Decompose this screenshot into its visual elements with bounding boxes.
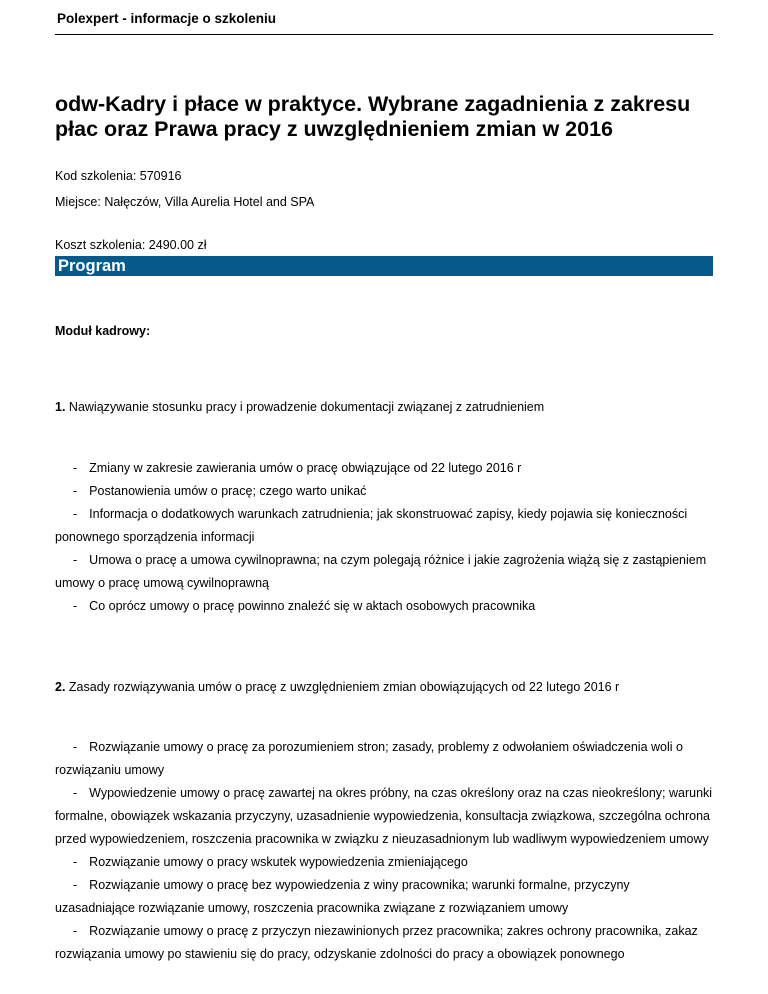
- list-item: - Rozwiązanie umowy o pracy wskutek wypowiedzenia zmieniającego: [73, 855, 468, 869]
- list-item: - Informacja o dodatkowych warunkach zatrudnienia; jak skonstruować zapisy, kiedy pojawia się konieczności ponownego sporządzenia informacji: [55, 507, 688, 544]
- list-item-text: Co oprócz umowy o pracę powinno znaleźć się w aktach osobowych pracownika: [89, 599, 536, 613]
- section-title: [55, 679, 713, 695]
- course-place: Miejsce: Nałęczów, Villa Aurelia Hotel and SPA: [55, 195, 315, 209]
- section-list: [55, 736, 713, 966]
- section-number: 2.: [55, 680, 66, 694]
- course-code: Kod szkolenia: 570916: [55, 169, 182, 183]
- list-item: - Rozwiązanie umowy o pracę bez wypowiedzenia z winy pracownika; warunki formalne, przyczyny uzasadniające rozwiązanie umowy, roszczenia pracownika związane z rozwiązaniem umowy: [55, 878, 630, 915]
- document-page: [55, 0, 713, 966]
- program-heading-label: Program: [58, 257, 126, 275]
- list-item-text: Wypowiedzenie umowy o pracę zawartej na okres próbny, na czas określony oraz na czas nieokreślony; warunki formalne, obowiązek wskazania przyczyny, uzasadnienie wypowiedzenia, konsultacja związkowa, szczególna ochrona przed wypowiedzeniem, roszczenia pracownika w związku z nieuzasadnionym lub wadliwym wypowiedzeniem umowy: [55, 786, 713, 846]
- module-title: Moduł kadrowy:: [55, 324, 151, 338]
- list-item: - Umowa o pracę a umowa cywilnoprawna; na czym polegają różnice i jakie zagrożenia wiążą się z zastąpieniem umowy o pracę umową cywilnoprawną: [55, 553, 707, 590]
- course-cost: Koszt szkolenia: 2490.00 zł: [55, 238, 207, 252]
- header-title: Polexpert - informacje o szkoleniu: [57, 11, 277, 26]
- list-item: - Zmiany w zakresie zawierania umów o pracę obwiązujące od 22 lutego 2016 r: [73, 461, 522, 475]
- list-item: - Wypowiedzenie umowy o pracę zawartej na okres próbny, na czas określony oraz na czas nieokreślony; warunki formalne, obowiązek wskazania przyczyny, uzasadnienie wypowiedzenia, konsultacja związkowa, szczególna ochrona przed wypowiedzeniem, roszczenia pracownika w związku z nieuzasadnionym lub wadliwym wypowiedzeniem umowy: [55, 786, 713, 846]
- course-title: odw-Kadry i płace w praktyce. Wybrane zagadnienia z zakresu płac oraz Prawa pracy z uwzględnieniem zmian w 2016: [55, 92, 691, 141]
- list-item-text: Rozwiązanie umowy o pracę bez wypowiedzenia z winy pracownika; warunki formalne, przyczyny uzasadniające rozwiązanie umowy, roszczenia pracownika związane z rozwiązaniem umowy: [55, 878, 630, 915]
- list-item-text: Rozwiązanie umowy o pracę za porozumieniem stron; zasady, problemy z odwołaniem oświadczenia woli o rozwiązaniu umowy: [55, 740, 683, 777]
- list-item: - Postanowienia umów o pracę; czego warto unikać: [73, 484, 367, 498]
- list-item-text: Informacja o dodatkowych warunkach zatrudnienia; jak skonstruować zapisy, kiedy pojawia się konieczności ponownego sporządzenia informacji: [55, 507, 688, 544]
- section-list: [55, 457, 713, 618]
- section-title-text: Nawiązywanie stosunku pracy i prowadzenie dokumentacji związanej z zatrudnieniem: [68, 400, 545, 414]
- section-number: 1.: [55, 400, 66, 414]
- program-heading: [55, 256, 713, 276]
- section-title: [55, 399, 713, 415]
- list-item-text: Rozwiązanie umowy o pracy wskutek wypowiedzenia zmieniającego: [89, 855, 468, 869]
- document-header: [55, 9, 713, 35]
- list-item-text: Umowa o pracę a umowa cywilnoprawna; na czym polegają różnice i jakie zagrożenia wiążą się z zastąpieniem umowy o pracę umową cywilnoprawną: [55, 553, 707, 590]
- list-item: - Rozwiązanie umowy o pracę z przyczyn niezawinionych przez pracownika; zakres ochrony pracownika, zakaz rozwiązania umowy po stawieniu się do pracy, odzyskanie zdolności do pracy a obowiązek ponownego: [55, 924, 698, 961]
- list-item-text: Zmiany w zakresie zawierania umów o pracę obwiązujące od 22 lutego 2016 r: [89, 461, 522, 475]
- section-title-text: Zasady rozwiązywania umów o pracę z uwzględnieniem zmian obowiązujących od 22 lutego 2016 r: [68, 680, 620, 694]
- list-item: - Rozwiązanie umowy o pracę za porozumieniem stron; zasady, problemy z odwołaniem oświadczenia woli o rozwiązaniu umowy: [55, 740, 683, 777]
- list-item-text: Postanowienia umów o pracę; czego warto unikać: [89, 484, 367, 498]
- list-item-text: Rozwiązanie umowy o pracę z przyczyn niezawinionych przez pracownika; zakres ochrony pracownika, zakaz rozwiązania umowy po stawieniu się do pracy, odzyskanie zdolności do pracy a obowiązek ponownego: [55, 924, 698, 961]
- list-item: - Co oprócz umowy o pracę powinno znaleźć się w aktach osobowych pracownika: [73, 599, 536, 613]
